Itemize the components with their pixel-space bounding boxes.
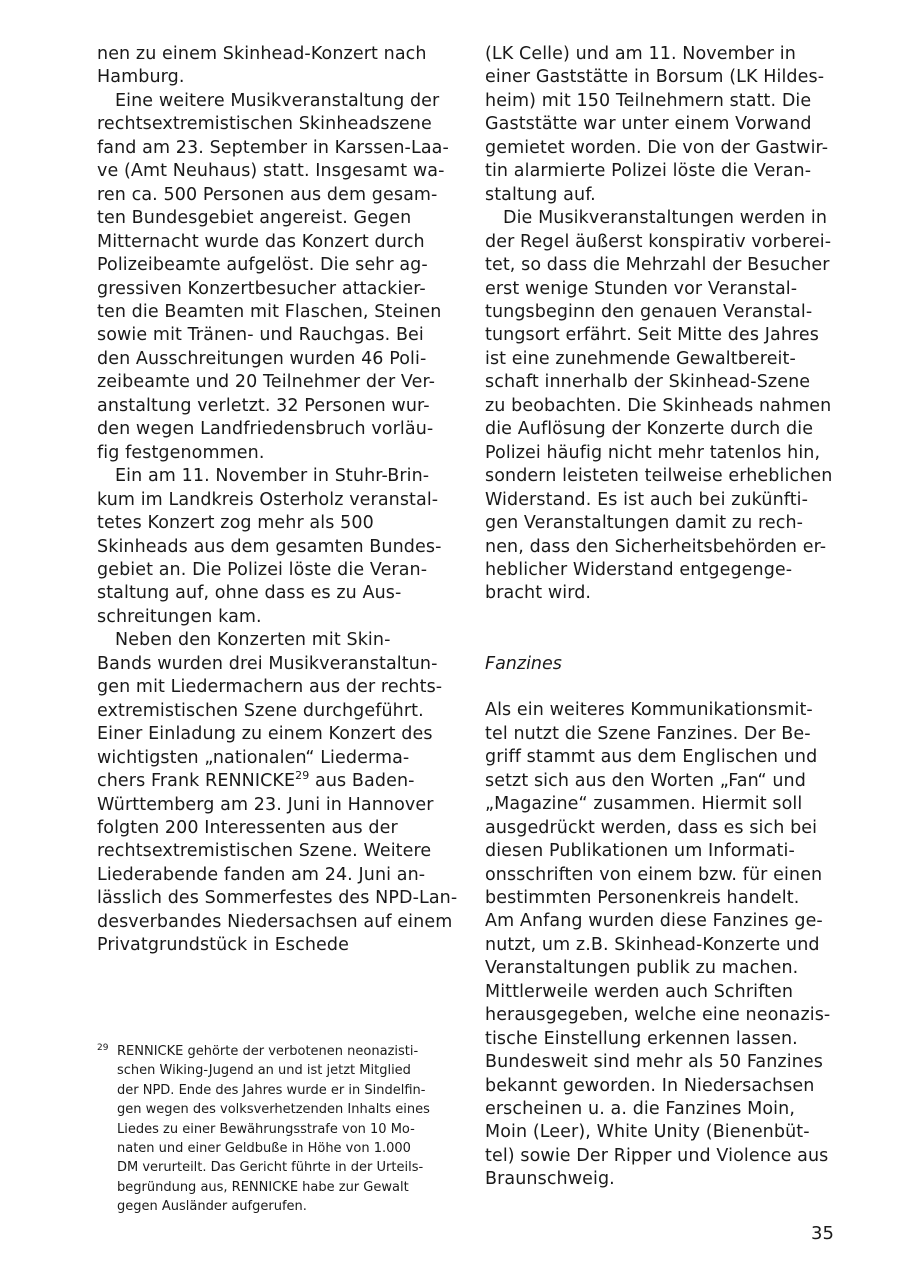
body-line: tet, so dass die Mehrzahl der Besucher [485, 255, 830, 276]
body-line: tungsbeginn den genauen Veranstal- [485, 301, 813, 322]
body-line: setzt sich aus den Worten „Fan“ und [485, 770, 806, 791]
body-line: bekannt geworden. In Niedersachsen [485, 1075, 815, 1096]
body-line: tetes Konzert zog mehr als 500 [97, 513, 374, 534]
footnote [97, 1042, 457, 1217]
body-line: Moin (Leer), White Unity (Bienenbüt- [485, 1122, 810, 1143]
body-line: gemietet worden. Die von der Gastwir- [485, 137, 829, 158]
body-text: aus Baden- [309, 771, 415, 792]
body-line: gen mit Liedermachern aus der rechts- [97, 677, 443, 698]
body-line: onsschriften von einem bzw. für einen [485, 864, 823, 885]
body-line: staltung auf. [485, 184, 596, 205]
body-line-with-footnote-ref [97, 770, 453, 793]
body-line: griff stammt aus dem Englischen und [485, 747, 818, 768]
body-line: desverbandes Niedersachsen auf einem [97, 911, 453, 932]
body-line: nutzt, um z.B. Skinhead-Konzerte und [485, 934, 820, 955]
body-line: Veranstaltungen publik zu machen. [485, 958, 799, 979]
body-line: Privatgrundstück in Eschede [97, 935, 349, 956]
body-line: Die Musikveranstaltungen werden in [503, 208, 828, 229]
body-line: lässlich des Sommerfestes des NPD-Lan- [97, 888, 458, 909]
footnote-text: RENNICKE gehörte der verbotenen neonazisti- [117, 1044, 419, 1059]
body-line: erst wenige Stunden vor Veranstal- [485, 278, 798, 299]
footnote-line: gegen Ausländer aufgerufen. [117, 1199, 307, 1215]
body-line: schaft innerhalb der Skinhead-Szene [485, 372, 811, 393]
body-line: schreitungen kam. [97, 606, 262, 627]
footnote-line: begründung aus, RENNICKE habe zur Gewalt [117, 1179, 409, 1195]
body-line: der Regel äußerst konspirativ vorberei- [485, 231, 832, 252]
footnote-number: 29 [97, 1043, 109, 1053]
body-line: Neben den Konzerten mit Skin- [115, 630, 391, 651]
footnote-line: schen Wiking-Jugend an und ist jetzt Mitglied [117, 1063, 411, 1079]
body-line: diesen Publikationen um Informati- [485, 841, 795, 862]
body-line: rechtsextremistischen Szene. Weitere [97, 841, 432, 862]
body-line: Als ein weiteres Kommunikationsmit- [485, 700, 813, 721]
body-line: den Ausschreitungen wurden 46 Poli- [97, 348, 427, 369]
body-line: anstaltung verletzt. 32 Personen wur- [97, 395, 430, 416]
body-line: ve (Amt Neuhaus) statt. Insgesamt wa- [97, 161, 445, 182]
footnote-line: Liedes zu einer Bewährungsstrafe von 10 Mo- [117, 1121, 415, 1137]
body-line: Braunschweig. [485, 1169, 615, 1190]
footnote-line [97, 1042, 457, 1061]
body-line: erscheinen u. a. die Fanzines Moin, [485, 1099, 795, 1120]
footnote-reference: 29 [295, 769, 310, 783]
left-column [97, 43, 458, 958]
section-heading: Fanzines [485, 653, 562, 674]
body-line: fig festgenommen. [97, 442, 265, 463]
footnote-line: gen wegen des volksverhetzenden Inhalts eines [117, 1102, 430, 1118]
body-line: Am Anfang wurden diese Fanzines ge- [485, 911, 823, 932]
body-line: fand am 23. September in Karssen-Laa- [97, 137, 449, 158]
body-line: Polizei häufig nicht mehr tatenlos hin, [485, 442, 821, 463]
body-line: wichtigsten „nationalen“ Liederma- [97, 747, 410, 768]
footnote-line: DM verurteilt. Das Gericht führte in der Urteils- [117, 1160, 424, 1176]
body-line: ausgedrückt werden, dass es sich bei [485, 817, 818, 838]
body-line: tin alarmierte Polizei löste die Veran- [485, 161, 812, 182]
body-line: ten Bundesgebiet angereist. Gegen [97, 208, 412, 229]
body-line: zu beobachten. Die Skinheads nahmen [485, 395, 832, 416]
body-line: heim) mit 150 Teilnehmern statt. Die [485, 90, 812, 111]
body-line: gen Veranstaltungen damit zu rech- [485, 513, 804, 534]
body-line: Widerstand. Es ist auch bei zukünfti- [485, 489, 809, 510]
body-line: Württemberg am 23. Juni in Hannover [97, 794, 434, 815]
right-column [485, 43, 841, 1192]
body-line: zeibeamte und 20 Teilnehmer der Ver- [97, 372, 436, 393]
body-line: „Magazine“ zusammen. Hiermit soll [485, 794, 803, 815]
body-line: staltung auf, ohne dass es zu Aus- [97, 583, 402, 604]
body-line: (LK Celle) und am 11. November in [485, 44, 796, 64]
body-line: einer Gaststätte in Borsum (LK Hildes- [485, 67, 825, 88]
body-line: Bundesweit sind mehr als 50 Fanzines [485, 1052, 823, 1073]
body-line: Mitternacht wurde das Konzert durch [97, 231, 425, 252]
body-line: ten die Beamten mit Flaschen, Steinen [97, 301, 442, 322]
body-line: herausgegeben, welche eine neonazis- [485, 1005, 831, 1026]
body-line: sondern leisteten teilweise erheblichen [485, 466, 833, 487]
body-line: Einer Einladung zu einem Konzert des [97, 724, 433, 745]
footnote-line: naten und einer Geldbuße in Höhe von 1.000 [117, 1141, 411, 1157]
body-line: Mittlerweile werden auch Schriften [485, 981, 794, 1002]
body-line: die Auflösung der Konzerte durch die [485, 419, 814, 440]
body-line: nen zu einem Skinhead-Konzert nach [97, 44, 427, 64]
body-line: Ein am 11. November in Stuhr-Brin- [115, 466, 430, 487]
body-line: Polizeibeamte aufgelöst. Die sehr ag- [97, 255, 428, 276]
body-line: folgten 200 Interessenten aus der [97, 817, 398, 838]
footnote-line: der NPD. Ende des Jahres wurde er in Sindelfin- [117, 1082, 426, 1098]
body-line: tel) sowie Der Ripper und Violence aus [485, 1145, 829, 1166]
body-line: ist eine zunehmende Gewaltbereit- [485, 348, 796, 369]
body-line: bracht wird. [485, 583, 592, 604]
body-line: Bands wurden drei Musikveranstaltun- [97, 653, 438, 674]
body-line: gebiet an. Die Polizei löste die Veran- [97, 559, 428, 580]
body-line: heblicher Widerstand entgegenge- [485, 559, 793, 580]
body-line: den wegen Landfriedensbruch vorläu- [97, 419, 434, 440]
page-number: 35 [811, 1223, 834, 1244]
body-line: rechtsextremistischen Skinheadszene [97, 114, 432, 135]
body-line: tungsort erfährt. Seit Mitte des Jahres [485, 325, 820, 346]
body-line: Hamburg. [97, 67, 185, 88]
body-line: nen, dass den Sicherheitsbehörden er- [485, 536, 827, 557]
body-text: chers Frank RENNICKE [97, 771, 296, 792]
body-line: tel nutzt die Szene Fanzines. Der Be- [485, 723, 811, 744]
body-line: ren ca. 500 Personen aus dem gesam- [97, 184, 438, 205]
body-line: Eine weitere Musikveranstaltung der [115, 90, 440, 111]
body-line: sowie mit Tränen- und Rauchgas. Bei [97, 325, 424, 346]
body-line: kum im Landkreis Osterholz veranstal- [97, 489, 439, 510]
body-line: Skinheads aus dem gesamten Bundes- [97, 536, 442, 557]
body-line: tische Einstellung erkennen lassen. [485, 1028, 798, 1049]
body-line: gressiven Konzertbesucher attackier- [97, 278, 426, 299]
body-line: Gaststätte war unter einem Vorwand [485, 114, 812, 135]
body-line: extremistischen Szene durchgeführt. [97, 700, 424, 721]
body-line: bestimmten Personenkreis handelt. [485, 887, 800, 908]
body-line: Liederabende fanden am 24. Juni an- [97, 864, 426, 885]
